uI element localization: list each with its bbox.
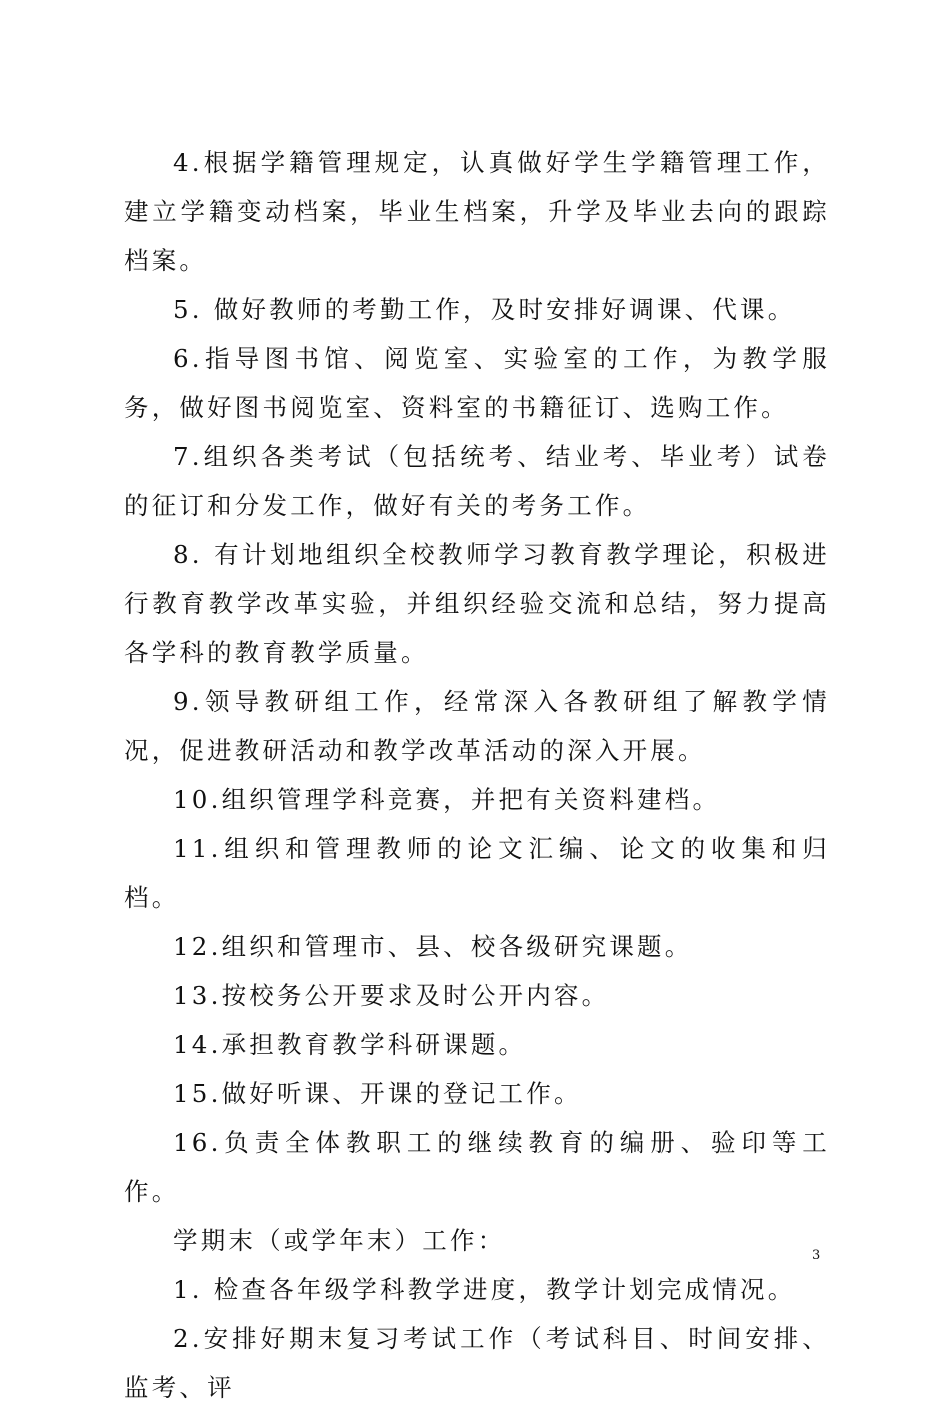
paragraph-item-5: 5. 做好教师的考勤工作，及时安排好调课、代课。	[173, 295, 796, 324]
document-body	[124, 138, 830, 1412]
page-number: 3	[812, 1248, 821, 1263]
paragraph-item-11: 11.组织和管理教师的论文汇编、论文的收集和归档。	[124, 834, 830, 912]
paragraph-item-4: 4.根据学籍管理规定，认真做好学生学籍管理工作，建立学籍变动档案，毕业生档案，升学及毕业去向的跟踪档案。	[124, 148, 830, 275]
paragraph-term-end-2: 2.安排好期末复习考试工作（考试科目、时间安排、监考、评	[124, 1324, 830, 1402]
paragraph-item-9: 9.领导教研组工作，经常深入各教研组了解教学情况，促进教研活动和教学改革活动的深入开展。	[124, 687, 830, 765]
paragraph-term-end-1: 1. 检查各年级学科教学进度，教学计划完成情况。	[173, 1275, 796, 1304]
paragraph-item-16: 16.负责全体教职工的继续教育的编册、验印等工作。	[124, 1128, 830, 1206]
paragraph-item-7: 7.组织各类考试（包括统考、结业考、毕业考）试卷的征订和分发工作，做好有关的考务工作。	[124, 442, 830, 520]
paragraph-item-12: 12.组织和管理市、县、校各级研究课题。	[173, 932, 693, 961]
paragraph-item-13: 13.按校务公开要求及时公开内容。	[173, 981, 610, 1010]
section-heading-term-end: 学期末（或学年末）工作：	[173, 1226, 506, 1255]
paragraph-item-10: 10.组织管理学科竞赛，并把有关资料建档。	[173, 785, 721, 814]
paragraph-item-6: 6.指导图书馆、阅览室、实验室的工作，为教学服务，做好图书阅览室、资料室的书籍征订、选购工作。	[124, 344, 830, 422]
paragraph-item-14: 14.承担教育教学科研课题。	[173, 1030, 527, 1059]
paragraph-item-15: 15.做好听课、开课的登记工作。	[173, 1079, 582, 1108]
paragraph-item-8: 8. 有计划地组织全校教师学习教育教学理论，积极进行教育教学改革实验，并组织经验交流和总结，努力提高各学科的教育教学质量。	[124, 540, 830, 667]
